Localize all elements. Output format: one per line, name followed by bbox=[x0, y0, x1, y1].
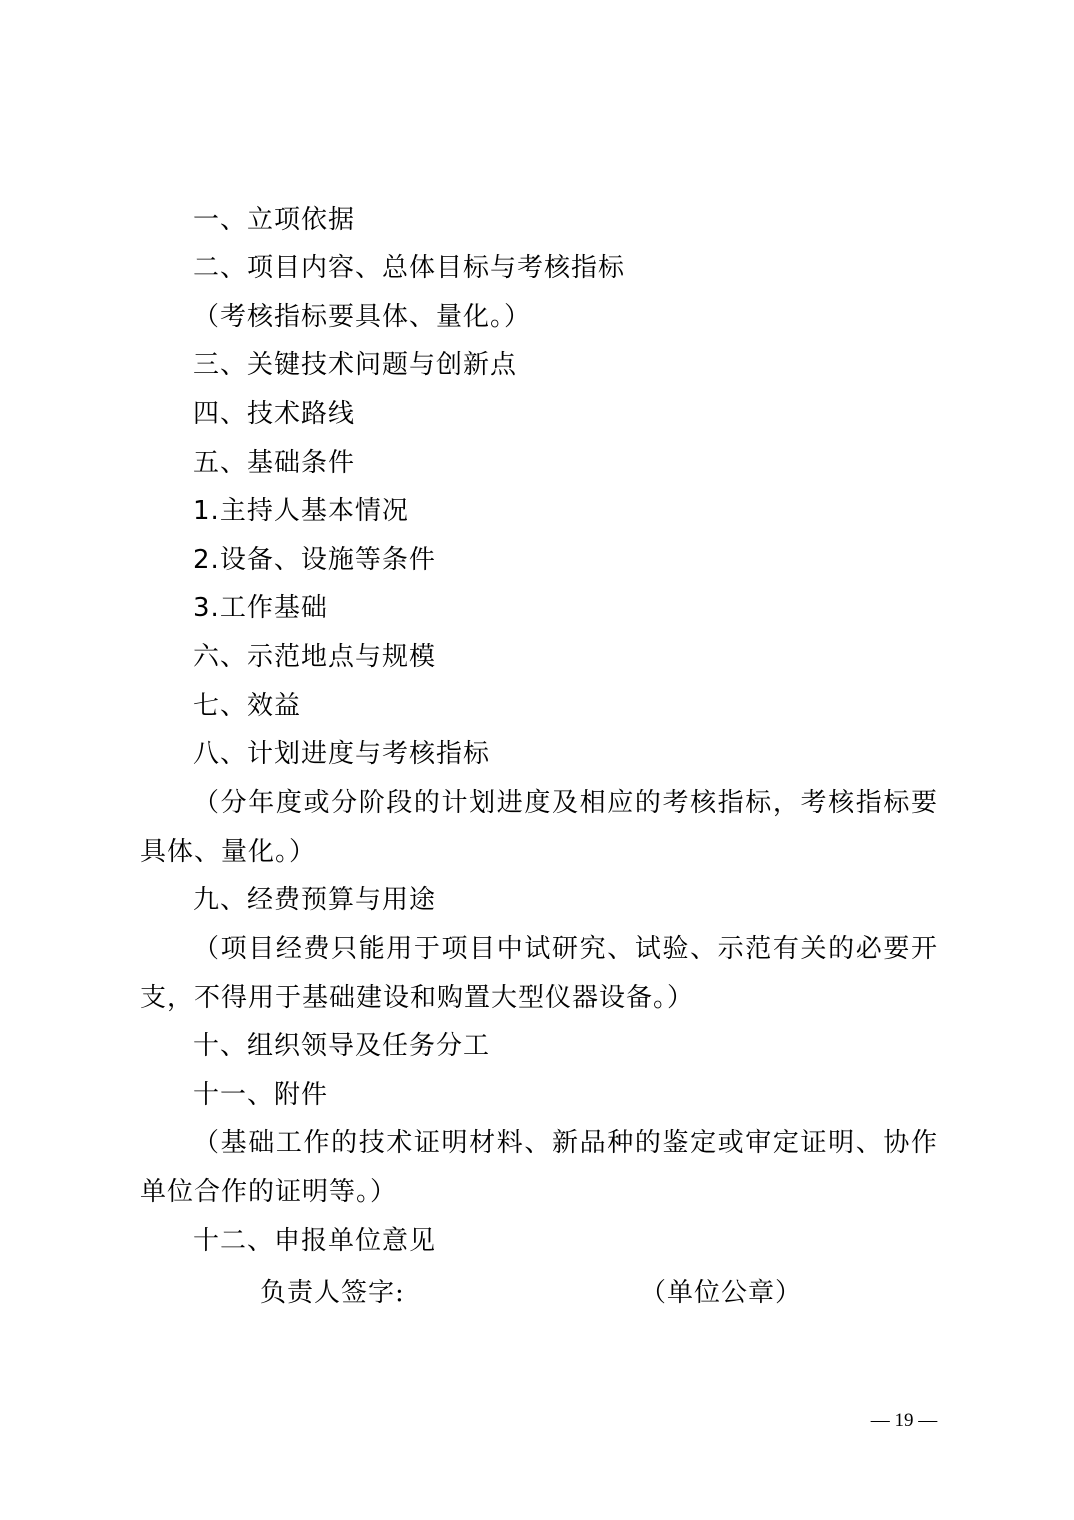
item-text: 工作基础 bbox=[219, 593, 328, 623]
section-heading-2: 二、项目内容、总体目标与考核指标 bbox=[193, 253, 626, 283]
section-2-note: （考核指标要具体、量化。） bbox=[193, 302, 532, 332]
section-heading-9: 九、经费预算与用途 bbox=[193, 885, 437, 915]
item-number: 1. bbox=[193, 496, 220, 526]
unit-seal-label: （单位公章） bbox=[640, 1278, 803, 1308]
section-8-note-line-2: 具体、量化。） bbox=[140, 837, 317, 867]
section-11-note-line-2: 单位合作的证明等。） bbox=[140, 1177, 398, 1207]
item-number: 2. bbox=[193, 545, 220, 575]
section-5-item-1 bbox=[140, 494, 938, 528]
section-heading-6: 六、示范地点与规模 bbox=[193, 642, 437, 672]
section-9-note-line-2: 支，不得用于基础建设和购置大型仪器设备。） bbox=[140, 983, 695, 1013]
section-heading-7: 七、效益 bbox=[193, 691, 302, 721]
item-text: 设备、设施等条件 bbox=[219, 545, 436, 575]
section-heading-12: 十二、申报单位意见 bbox=[193, 1226, 437, 1256]
section-heading-8: 八、计划进度与考核指标 bbox=[193, 739, 491, 769]
section-11-note-line-1: （基础工作的技术证明材料、新品种的鉴定或审定证明、协作 bbox=[193, 1128, 938, 1158]
responsible-person-signature-label: 负责人签字: bbox=[260, 1278, 405, 1308]
page-number: — 19 — bbox=[870, 1410, 938, 1431]
section-heading-1: 一、立项依据 bbox=[193, 205, 356, 235]
section-5-item-3 bbox=[140, 591, 938, 625]
section-heading-5: 五、基础条件 bbox=[193, 448, 356, 478]
section-9-note-line-1: （项目经费只能用于项目中试研究、试验、示范有关的必要开 bbox=[193, 934, 938, 964]
section-heading-3: 三、关键技术问题与创新点 bbox=[193, 350, 518, 380]
section-5-item-2 bbox=[140, 543, 938, 577]
section-heading-10: 十、组织领导及任务分工 bbox=[193, 1031, 491, 1061]
item-text: 主持人基本情况 bbox=[219, 496, 409, 526]
item-number: 3. bbox=[193, 593, 220, 623]
section-8-note-line-1: （分年度或分阶段的计划进度及相应的考核指标，考核指标要 bbox=[193, 788, 938, 818]
section-heading-4: 四、技术路线 bbox=[193, 399, 356, 429]
section-heading-11: 十一、附件 bbox=[193, 1080, 329, 1110]
